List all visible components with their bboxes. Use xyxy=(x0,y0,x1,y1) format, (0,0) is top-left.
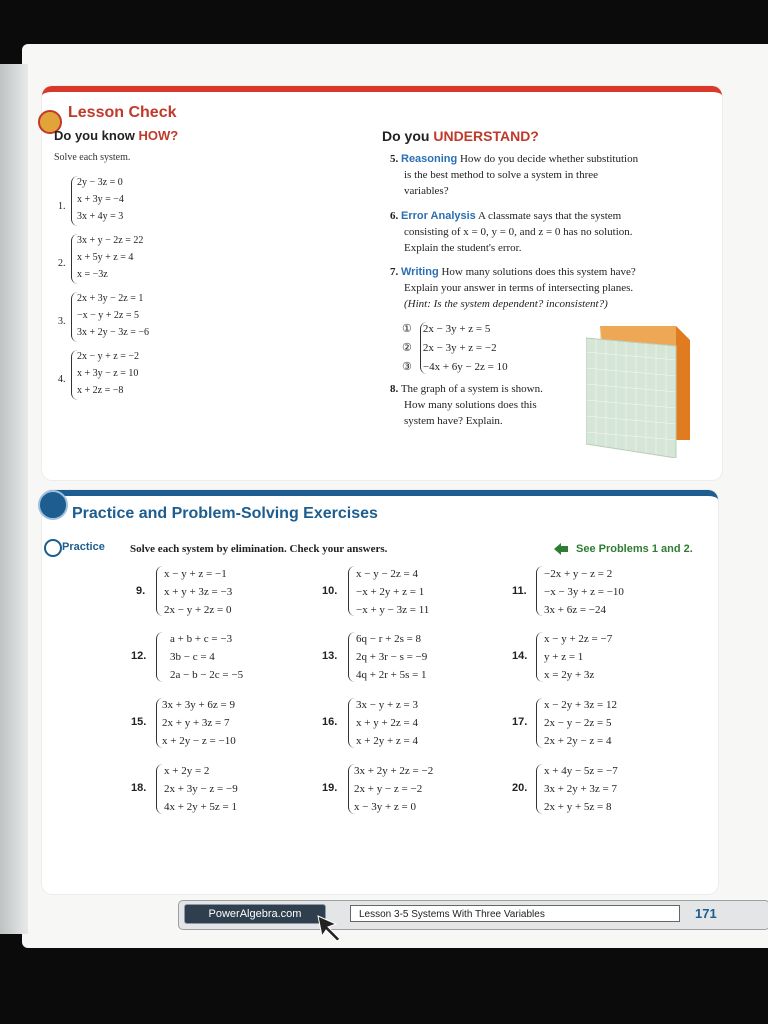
brace xyxy=(536,698,544,748)
exercise-16: 3x − y + z = 3 x + y + 2z = 4 x + 2y + z = 4 xyxy=(356,699,418,747)
exercise-number: 16. xyxy=(322,716,338,728)
exercise-12: a + b + c = −3 3b − c = 4 2a − b − 2c = −5 xyxy=(170,633,244,681)
page-number: 171 xyxy=(695,906,717,921)
brace xyxy=(348,632,356,682)
exercise-10: x − y − 2z = 4 −x + 2y + z = 1 −x + y − 3z = 11 xyxy=(356,568,430,616)
see-problems-link[interactable]: See Problems 1 and 2. xyxy=(576,543,693,555)
exercise-18: x + 2y = 2 2x + 3y − z = −9 4x + 2y + 5z = 1 xyxy=(164,765,238,813)
exercise-number: 2. xyxy=(58,258,66,269)
system-1: 2y − 3z = 0 x + 3y = −4 3x + 4y = 3 xyxy=(77,177,124,222)
exercise-13: 6q − r + 2s = 8 2q + 3r − s = −9 4q + 2r + 5s = 1 xyxy=(356,633,428,681)
brace xyxy=(536,764,544,814)
brace xyxy=(156,764,164,814)
brace xyxy=(536,566,544,616)
exercise-number: 20. xyxy=(512,782,528,794)
brace xyxy=(348,566,356,616)
exercise-number: 1. xyxy=(58,201,66,212)
cursor-arrow-icon xyxy=(316,914,344,942)
exercise-number: 17. xyxy=(512,716,528,728)
understand-heading: Do you UNDERSTAND? xyxy=(382,128,539,144)
exercise-11: −2x + y − z = 2 −x − 3y + z = −10 3x + 6z = −24 xyxy=(544,568,624,616)
section-c-icon xyxy=(38,490,68,520)
exercise-number: 11. xyxy=(512,585,527,597)
exercise-number: 18. xyxy=(131,782,147,794)
exercise-number: 4. xyxy=(58,374,66,385)
exercise-17: x − 2y + 3z = 12 2x − y − 2z = 5 2x + 2y − z = 4 xyxy=(544,699,617,747)
question-5: 5. Reasoning How do you decide whether substitution is the best method to solve a system in three variables? xyxy=(390,153,639,197)
level-a-icon xyxy=(44,539,62,557)
intersecting-planes-graphic xyxy=(586,322,690,458)
exercise-number: 9. xyxy=(136,585,146,597)
practice-title: Practice and Problem-Solving Exercises xyxy=(72,505,378,522)
arrow-left-icon xyxy=(554,543,568,555)
question-7: 7. Writing How many solutions does this system have? Explain your answer in terms of intersecting planes. (Hint: Is the system dependent? inconsistent?) xyxy=(390,266,636,310)
book-spine xyxy=(0,64,28,934)
exercise-9: x − y + z = −1 x + y + 3z = −3 2x − y + 2z = 0 xyxy=(164,568,233,616)
solve-instruction: Solve each system. xyxy=(54,152,131,163)
brace xyxy=(348,698,356,748)
know-how-heading: Do you know HOW? xyxy=(54,128,179,143)
brace xyxy=(536,632,544,682)
question-6: 6. Error Analysis A classmate says that the system consisting of x = 0, y = 0, and z = 0 has no solution. Explain the student's error. xyxy=(390,210,633,254)
exercise-19: 3x + 2y + 2z = −2 2x + y − z = −2 x − 3y + z = 0 xyxy=(354,765,434,813)
system-2: 3x + y − 2z = 22 x + 5y + z = 4 x = −3z xyxy=(77,235,144,280)
exercise-number: 3. xyxy=(58,316,66,327)
brace xyxy=(156,632,164,682)
exercise-number: 19. xyxy=(322,782,338,794)
exercise-number: 15. xyxy=(131,716,147,728)
poweralgebra-link[interactable]: PowerAlgebra.com xyxy=(184,904,326,924)
exercise-number: 14. xyxy=(512,650,528,662)
exercise-number: 13. xyxy=(322,650,338,662)
system-4: 2x − y + z = −2 x + 3y − z = 10 x + 2z = −8 xyxy=(77,351,139,396)
lesson-check-title: Lesson Check xyxy=(68,104,177,121)
exercise-15: 3x + 3y + 6z = 9 2x + y + 3z = 7 x + 2y − z = −10 xyxy=(162,699,236,747)
lesson-tag: Lesson 3-5 Systems With Three Variables xyxy=(350,905,680,922)
practice-instruction: Solve each system by elimination. Check your answers. xyxy=(130,543,388,555)
exercise-number: 12. xyxy=(131,650,147,662)
question-8: 8. The graph of a system is shown. How many solutions does this system have? Explain. xyxy=(390,383,543,427)
exercise-20: x + 4y − 5z = −7 3x + 2y + 3z = 7 2x + y + 5z = 8 xyxy=(544,765,618,813)
system-3: 2x + 3y − 2z = 1 −x − y + 2z = 5 3x + 2y − 3z = −6 xyxy=(77,293,149,338)
exercise-number: 10. xyxy=(322,585,338,597)
exercise-14: x − y + 2z = −7 y + z = 1 x = 2y + 3z xyxy=(544,633,613,681)
question-7-system: ① 2x − 3y + z = 5 ② 2x − 3y + z = −2 ③ −4x + 6y − 2z = 10 xyxy=(402,323,508,373)
practice-level-label: Practice xyxy=(62,541,105,553)
brace xyxy=(156,566,164,616)
